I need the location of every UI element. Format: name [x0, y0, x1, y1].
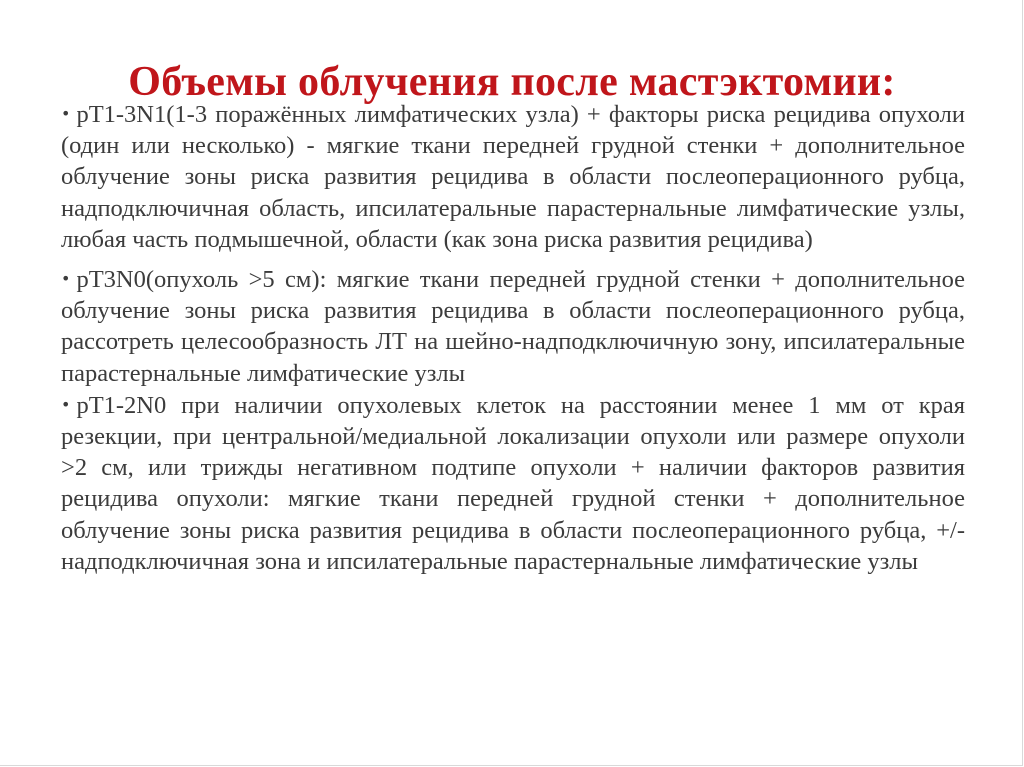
bullet-text: pT1-2N0 при наличии опухолевых клеток на расстоянии менее 1 мм от края резекции, при центральной/медиальной локализации опухоли или размере опухоли >2 см, или трижды негативном подтипе опухоли + наличии факторов развития рецидива опухоли: мягкие ткани передней грудной стенки + дополнительное облучение зоны риска развития рецидива в области послеоперационного рубца, +/- надподключичная зона и ипсилатеральные парастернальные лимфатические узлы: [61, 391, 965, 575]
bullet-item-pt1-3n1: [61, 98, 965, 255]
slide-title: Объемы облучения после мастэктомии:: [128, 59, 896, 106]
bullet-text: pT3N0(опухоль >5 см): мягкие ткани передней грудной стенки + дополнительное облучение зоны риска развития рецидива в области послеоперационного рубца, рассотреть целесообразность ЛТ на шейно-надподключичную зону, ипсилатеральные парастернальные лимфатические узлы: [61, 266, 965, 387]
bullet-marker: •: [61, 269, 71, 289]
bullet-marker: •: [61, 104, 71, 123]
bullet-marker: •: [61, 394, 71, 414]
bullet-item-pt1-2n0: [61, 389, 965, 577]
bullet-text: pT1-3N1(1-3 поражённых лимфатических узла) + факторы риска рецидива опухоли (один или несколько) - мягкие ткани передней грудной стенки + дополнительное облучение зоны риска развития рецидива в области послеоперационного рубца, надподключичная область, ипсилатеральные парастернальные лимфатические узлы, любая часть подмышечной, области (как зона риска развития рецидива): [61, 101, 965, 253]
bullet-item-pt3n0: [61, 263, 965, 389]
bullet-list: [61, 98, 965, 577]
